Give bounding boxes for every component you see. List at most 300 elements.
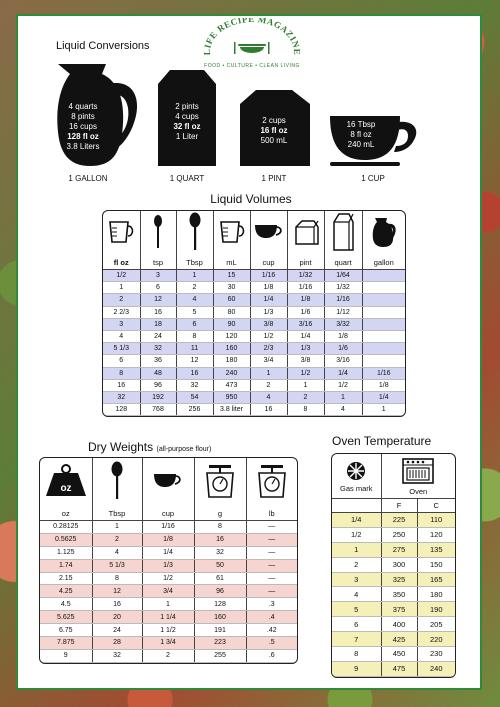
table-cell xyxy=(362,282,405,294)
table-cell: .6 xyxy=(246,649,297,662)
table-cell: 1.74 xyxy=(40,559,92,572)
table-cell: 1 1/2 xyxy=(142,624,194,637)
table-cell: 8 xyxy=(287,404,324,416)
column-header: lb xyxy=(246,506,297,521)
table-cell: 9 xyxy=(332,661,381,676)
table-cell xyxy=(362,270,405,282)
table-cell: 1 xyxy=(176,270,213,282)
table-cell: 5 1/3 xyxy=(92,559,142,572)
table-cell: 1/2 xyxy=(142,572,194,585)
table-cell: 240 xyxy=(213,367,250,379)
column-header: pint xyxy=(287,255,324,270)
pint-label: 1 PINT xyxy=(261,174,287,183)
pint-line: 500 mL xyxy=(260,136,288,145)
table-cell: 1/32 xyxy=(287,270,324,282)
table-cell: — xyxy=(246,559,297,572)
table-cell: 225 xyxy=(381,513,417,528)
table-cell: 8 xyxy=(332,647,381,662)
table-cell: 1/8 xyxy=(250,282,287,294)
table-row xyxy=(332,647,455,662)
table-cell: 1/16 xyxy=(362,367,405,379)
table-cell: 120 xyxy=(417,527,455,542)
column-icon-cell xyxy=(213,211,250,255)
table-cell: 6 xyxy=(332,617,381,632)
column-icon-cell xyxy=(40,458,92,506)
logo-tagline: FOOD • CULTURE • CLEAN LIVING xyxy=(204,63,300,69)
column-header: fl oz xyxy=(103,255,140,270)
column-header: Tbsp xyxy=(176,255,213,270)
table-cell: 250 xyxy=(381,527,417,542)
cup-label: 1 CUP xyxy=(361,174,385,183)
table-cell: 36 xyxy=(140,355,176,367)
gallon-line: 8 pints xyxy=(71,112,95,121)
quart-carton-icon xyxy=(331,247,355,254)
table-cell: 12 xyxy=(140,294,176,306)
oven-temperature-table xyxy=(331,453,456,678)
table-cell: 1/3 xyxy=(250,306,287,318)
table-row xyxy=(103,282,405,294)
column-header: oz xyxy=(40,506,92,521)
table-cell: — xyxy=(246,585,297,598)
table-cell: 32 xyxy=(140,343,176,355)
table-cell: 190 xyxy=(417,602,455,617)
weight-icon-label: oz xyxy=(60,483,72,494)
chart-sheet xyxy=(16,14,482,690)
table-cell: 8 xyxy=(194,521,246,534)
table-row xyxy=(332,617,455,632)
table-row xyxy=(40,611,297,624)
table-cell: 1/64 xyxy=(324,270,362,282)
column-icon-cell xyxy=(250,211,287,255)
table-cell: 275 xyxy=(381,542,417,557)
table-cell: 80 xyxy=(213,306,250,318)
table-cell: 205 xyxy=(417,617,455,632)
table-cell: 3/8 xyxy=(250,318,287,330)
weight-icon xyxy=(44,483,88,500)
table-cell: 230 xyxy=(417,647,455,662)
dry-weights-title xyxy=(88,440,211,454)
column-icon-cell xyxy=(246,458,297,506)
table-cell: 5 1/3 xyxy=(103,343,140,355)
table-row xyxy=(332,632,455,647)
pint-carton-icon xyxy=(293,241,319,248)
table-cell: 54 xyxy=(176,391,213,403)
table-cell: 1 xyxy=(332,542,381,557)
cup-line: 240 mL xyxy=(347,140,375,149)
table-cell: .3 xyxy=(246,598,297,611)
column-icon-cell xyxy=(287,211,324,255)
table-cell: — xyxy=(246,546,297,559)
table-cell: 1/2 xyxy=(103,270,140,282)
table-cell: 1/6 xyxy=(324,343,362,355)
table-cell: 30 xyxy=(213,282,250,294)
table-cell: 3 xyxy=(332,572,381,587)
pint-line: 2 cups xyxy=(262,116,286,125)
tablespoon-icon xyxy=(109,496,125,503)
table-cell: 1/16 xyxy=(287,282,324,294)
table-cell: 450 xyxy=(381,647,417,662)
table-cell: 20 xyxy=(92,611,142,624)
table-cell: 2 2/3 xyxy=(103,306,140,318)
table-row xyxy=(332,572,455,587)
measuring-cup-icon xyxy=(106,240,136,247)
table-cell: 3/16 xyxy=(287,318,324,330)
table-cell: 32 xyxy=(194,546,246,559)
oven-icon xyxy=(382,457,456,487)
column-header: cup xyxy=(250,255,287,270)
table-cell: 3/4 xyxy=(142,585,194,598)
table-row xyxy=(332,527,455,542)
table-cell: 128 xyxy=(103,404,140,416)
column-header: mL xyxy=(213,255,250,270)
table-row xyxy=(103,379,405,391)
pint-line: 16 fl oz xyxy=(260,126,288,135)
table-cell: 1/8 xyxy=(324,330,362,342)
oven-temperature-title: Oven Temperature xyxy=(332,434,432,448)
gas-mark-header xyxy=(332,454,381,499)
table-cell: 8 xyxy=(92,572,142,585)
table-cell: 1/8 xyxy=(362,379,405,391)
dry-weights-subtitle: (all-purpose flour) xyxy=(156,446,212,453)
table-cell: 160 xyxy=(213,343,250,355)
table-cell xyxy=(362,330,405,342)
table-cell: 4.5 xyxy=(40,598,92,611)
logo-emblem-icon xyxy=(194,18,310,64)
quart-line: 2 pints xyxy=(175,102,199,111)
table-row xyxy=(103,367,405,379)
table-cell: 1 3/4 xyxy=(142,637,194,650)
table-cell: 5 xyxy=(176,306,213,318)
table-cell: 165 xyxy=(417,572,455,587)
table-row xyxy=(103,330,405,342)
table-cell: 1 xyxy=(324,391,362,403)
gallon-line: 4 quarts xyxy=(68,102,98,111)
table-cell: 16 xyxy=(176,367,213,379)
table-cell: 1/4 xyxy=(362,391,405,403)
table-cell: 473 xyxy=(213,379,250,391)
table-cell: 350 xyxy=(381,587,417,602)
table-cell: 3 xyxy=(140,270,176,282)
table-cell: 3 xyxy=(103,318,140,330)
table-cell: 50 xyxy=(194,559,246,572)
table-cell: 48 xyxy=(140,367,176,379)
column-icon-cell xyxy=(103,211,140,255)
dry-weights-heading: Dry Weights xyxy=(88,440,154,454)
table-row xyxy=(103,306,405,318)
table-cell: 32 xyxy=(176,379,213,391)
liquid-volumes-title: Liquid Volumes xyxy=(210,192,292,206)
table-cell: 61 xyxy=(194,572,246,585)
tablespoon-icon xyxy=(187,247,203,254)
table-cell: 300 xyxy=(381,557,417,572)
gallon-label: 1 GALLON xyxy=(68,174,108,183)
cup-icon xyxy=(152,485,184,492)
table-cell: 120 xyxy=(213,330,250,342)
table-cell: 1/16 xyxy=(250,270,287,282)
table-cell: 110 xyxy=(417,513,455,528)
table-row xyxy=(103,343,405,355)
table-cell: 6 xyxy=(176,318,213,330)
liquid-conversions-title: Liquid Conversions xyxy=(56,40,150,52)
table-cell: 1/8 xyxy=(287,294,324,306)
table-cell: 16 xyxy=(250,404,287,416)
table-cell: 1/4 xyxy=(332,513,381,528)
table-row xyxy=(40,546,297,559)
table-cell: 18 xyxy=(140,318,176,330)
table-row xyxy=(332,587,455,602)
table-row xyxy=(40,624,297,637)
magazine-logo xyxy=(194,18,310,69)
table-cell: 1.125 xyxy=(40,546,92,559)
table-cell: 4 xyxy=(103,330,140,342)
pint-info xyxy=(236,116,312,146)
table-cell xyxy=(362,343,405,355)
oven-label: Oven xyxy=(409,486,428,496)
table-cell: 0.28125 xyxy=(40,521,92,534)
table-row xyxy=(40,637,297,650)
gallon-line: 16 cups xyxy=(68,122,98,131)
table-cell: 128 xyxy=(194,598,246,611)
table-cell: 2/3 xyxy=(250,343,287,355)
table-cell: 220 xyxy=(417,632,455,647)
cup-line: 8 fl oz xyxy=(350,130,372,139)
table-cell: 90 xyxy=(213,318,250,330)
table-cell: 9 xyxy=(40,649,92,662)
table-cell: 1/16 xyxy=(324,294,362,306)
table-cell: 425 xyxy=(381,632,417,647)
teaspoon-icon xyxy=(151,245,165,252)
scale-icon xyxy=(255,494,289,501)
table-cell: 1/2 xyxy=(250,330,287,342)
table-cell: 1/3 xyxy=(287,343,324,355)
table-cell: 223 xyxy=(194,637,246,650)
table-cell: 16 xyxy=(194,533,246,546)
table-cell: 16 xyxy=(140,306,176,318)
table-cell: 4 xyxy=(92,546,142,559)
measuring-cup-icon xyxy=(217,240,247,247)
column-icon-cell xyxy=(142,458,194,506)
table-cell: 6.75 xyxy=(40,624,92,637)
table-cell: 1 xyxy=(250,367,287,379)
table-cell: — xyxy=(246,533,297,546)
table-cell: .5 xyxy=(246,637,297,650)
gallon-line: 3.8 Liters xyxy=(66,142,100,151)
gallon-jug-icon xyxy=(369,243,399,250)
gas-burner-icon xyxy=(332,460,381,484)
table-row xyxy=(40,533,297,546)
table-cell: 150 xyxy=(417,557,455,572)
column-header: F xyxy=(381,499,417,513)
table-row xyxy=(103,318,405,330)
table-cell: 2 xyxy=(142,649,194,662)
table-cell: 4.25 xyxy=(40,585,92,598)
quart-label: 1 QUART xyxy=(169,174,205,183)
table-cell: 2 xyxy=(176,282,213,294)
table-cell: 1/12 xyxy=(324,306,362,318)
table-cell xyxy=(362,355,405,367)
oven-header xyxy=(381,454,455,499)
column-header: quart xyxy=(324,255,362,270)
cup-icon xyxy=(253,236,285,243)
table-cell: 1/4 xyxy=(324,367,362,379)
column-header: cup xyxy=(142,506,194,521)
table-cell: 96 xyxy=(140,379,176,391)
table-row xyxy=(103,391,405,403)
table-cell: 3.8 liter xyxy=(213,404,250,416)
table-cell: 192 xyxy=(140,391,176,403)
table-cell: 6 xyxy=(103,355,140,367)
table-cell: 4 xyxy=(250,391,287,403)
table-cell: 3/8 xyxy=(287,355,324,367)
quart-info xyxy=(156,102,218,142)
table-cell: 1 xyxy=(287,379,324,391)
table-cell: 950 xyxy=(213,391,250,403)
table-row xyxy=(40,585,297,598)
table-cell xyxy=(362,294,405,306)
table-row xyxy=(103,294,405,306)
table-cell: 28 xyxy=(92,637,142,650)
table-row xyxy=(332,557,455,572)
table-cell: .4 xyxy=(246,611,297,624)
table-cell: 32 xyxy=(92,649,142,662)
table-cell: 3/4 xyxy=(250,355,287,367)
table-cell: 256 xyxy=(176,404,213,416)
table-cell: 1/32 xyxy=(324,282,362,294)
table-cell: 475 xyxy=(381,661,417,676)
table-cell: 2 xyxy=(92,533,142,546)
table-row xyxy=(332,661,455,676)
table-row xyxy=(332,513,455,528)
table-cell: 15 xyxy=(213,270,250,282)
gas-mark-label: Gas mark xyxy=(339,483,373,493)
table-cell: 325 xyxy=(381,572,417,587)
table-cell: 6 xyxy=(140,282,176,294)
table-cell: 1 1/4 xyxy=(142,611,194,624)
table-cell: 1 xyxy=(103,282,140,294)
table-row xyxy=(332,542,455,557)
table-cell: 180 xyxy=(213,355,250,367)
table-row xyxy=(40,598,297,611)
quart-line: 1 Liter xyxy=(175,132,199,141)
table-cell: 1/4 xyxy=(142,546,194,559)
table-row xyxy=(40,559,297,572)
gallon-info xyxy=(50,102,116,152)
scale-icon xyxy=(203,494,237,501)
column-icon-cell xyxy=(194,458,246,506)
table-cell: 135 xyxy=(417,542,455,557)
table-cell: 375 xyxy=(381,602,417,617)
table-cell: 0.5625 xyxy=(40,533,92,546)
table-cell: 3/32 xyxy=(324,318,362,330)
table-cell: — xyxy=(246,572,297,585)
table-row xyxy=(332,602,455,617)
table-cell: 1/2 xyxy=(332,527,381,542)
table-cell: 768 xyxy=(140,404,176,416)
table-cell: 3/16 xyxy=(324,355,362,367)
quart-line: 4 cups xyxy=(175,112,199,121)
column-header: C xyxy=(417,499,455,513)
table-row xyxy=(40,649,297,662)
gallon-line: 128 fl oz xyxy=(67,132,99,141)
column-header: tsp xyxy=(140,255,176,270)
table-cell: 1/8 xyxy=(142,533,194,546)
table-cell: 2.15 xyxy=(40,572,92,585)
table-cell: 32 xyxy=(103,391,140,403)
table-cell: 1/6 xyxy=(287,306,324,318)
table-cell: 8 xyxy=(176,330,213,342)
table-cell: 2 xyxy=(103,294,140,306)
cup-info xyxy=(336,120,386,150)
table-cell: 400 xyxy=(381,617,417,632)
column-icon-cell xyxy=(140,211,176,255)
column-icon-cell xyxy=(176,211,213,255)
table-cell: 7.875 xyxy=(40,637,92,650)
table-cell: — xyxy=(246,521,297,534)
logo-title: LIFE RECIPE MAGAZINE xyxy=(201,18,303,56)
table-row xyxy=(103,270,405,282)
table-row xyxy=(40,521,297,534)
column-icon-cell xyxy=(324,211,362,255)
table-cell: 5 xyxy=(332,602,381,617)
table-cell: 1 xyxy=(142,598,194,611)
table-cell: 96 xyxy=(194,585,246,598)
table-cell: 1/16 xyxy=(142,521,194,534)
column-icon-cell xyxy=(92,458,142,506)
table-cell: 12 xyxy=(176,355,213,367)
column-header: gallon xyxy=(362,255,405,270)
dry-weights-table xyxy=(39,457,298,664)
table-cell xyxy=(362,306,405,318)
column-icon-cell xyxy=(362,211,405,255)
table-cell: 160 xyxy=(194,611,246,624)
quart-line: 32 fl oz xyxy=(173,122,201,131)
table-cell: 2 xyxy=(250,379,287,391)
table-cell: 16 xyxy=(92,598,142,611)
table-cell: 24 xyxy=(140,330,176,342)
table-cell: 4 xyxy=(176,294,213,306)
table-cell: 240 xyxy=(417,661,455,676)
table-cell: 5.625 xyxy=(40,611,92,624)
table-cell: 1/2 xyxy=(324,379,362,391)
table-cell: 180 xyxy=(417,587,455,602)
table-cell: 4 xyxy=(324,404,362,416)
table-cell: 2 xyxy=(287,391,324,403)
table-cell: 191 xyxy=(194,624,246,637)
table-cell: 24 xyxy=(92,624,142,637)
table-cell: 1 xyxy=(92,521,142,534)
table-cell: 8 xyxy=(103,367,140,379)
column-header: g xyxy=(194,506,246,521)
table-row xyxy=(40,572,297,585)
table-cell: 1 xyxy=(362,404,405,416)
table-cell: 1/4 xyxy=(250,294,287,306)
table-cell: 4 xyxy=(332,587,381,602)
table-cell: 1/4 xyxy=(287,330,324,342)
table-cell: 11 xyxy=(176,343,213,355)
table-row xyxy=(103,355,405,367)
liquid-volumes-table xyxy=(102,210,406,417)
table-cell: 1/3 xyxy=(142,559,194,572)
table-cell xyxy=(362,318,405,330)
table-cell: 2 xyxy=(332,557,381,572)
table-row xyxy=(103,404,405,416)
table-cell: 255 xyxy=(194,649,246,662)
table-cell: 7 xyxy=(332,632,381,647)
cup-line: 16 Tbsp xyxy=(346,120,376,129)
table-cell: 60 xyxy=(213,294,250,306)
table-cell: .42 xyxy=(246,624,297,637)
column-header xyxy=(332,499,381,513)
